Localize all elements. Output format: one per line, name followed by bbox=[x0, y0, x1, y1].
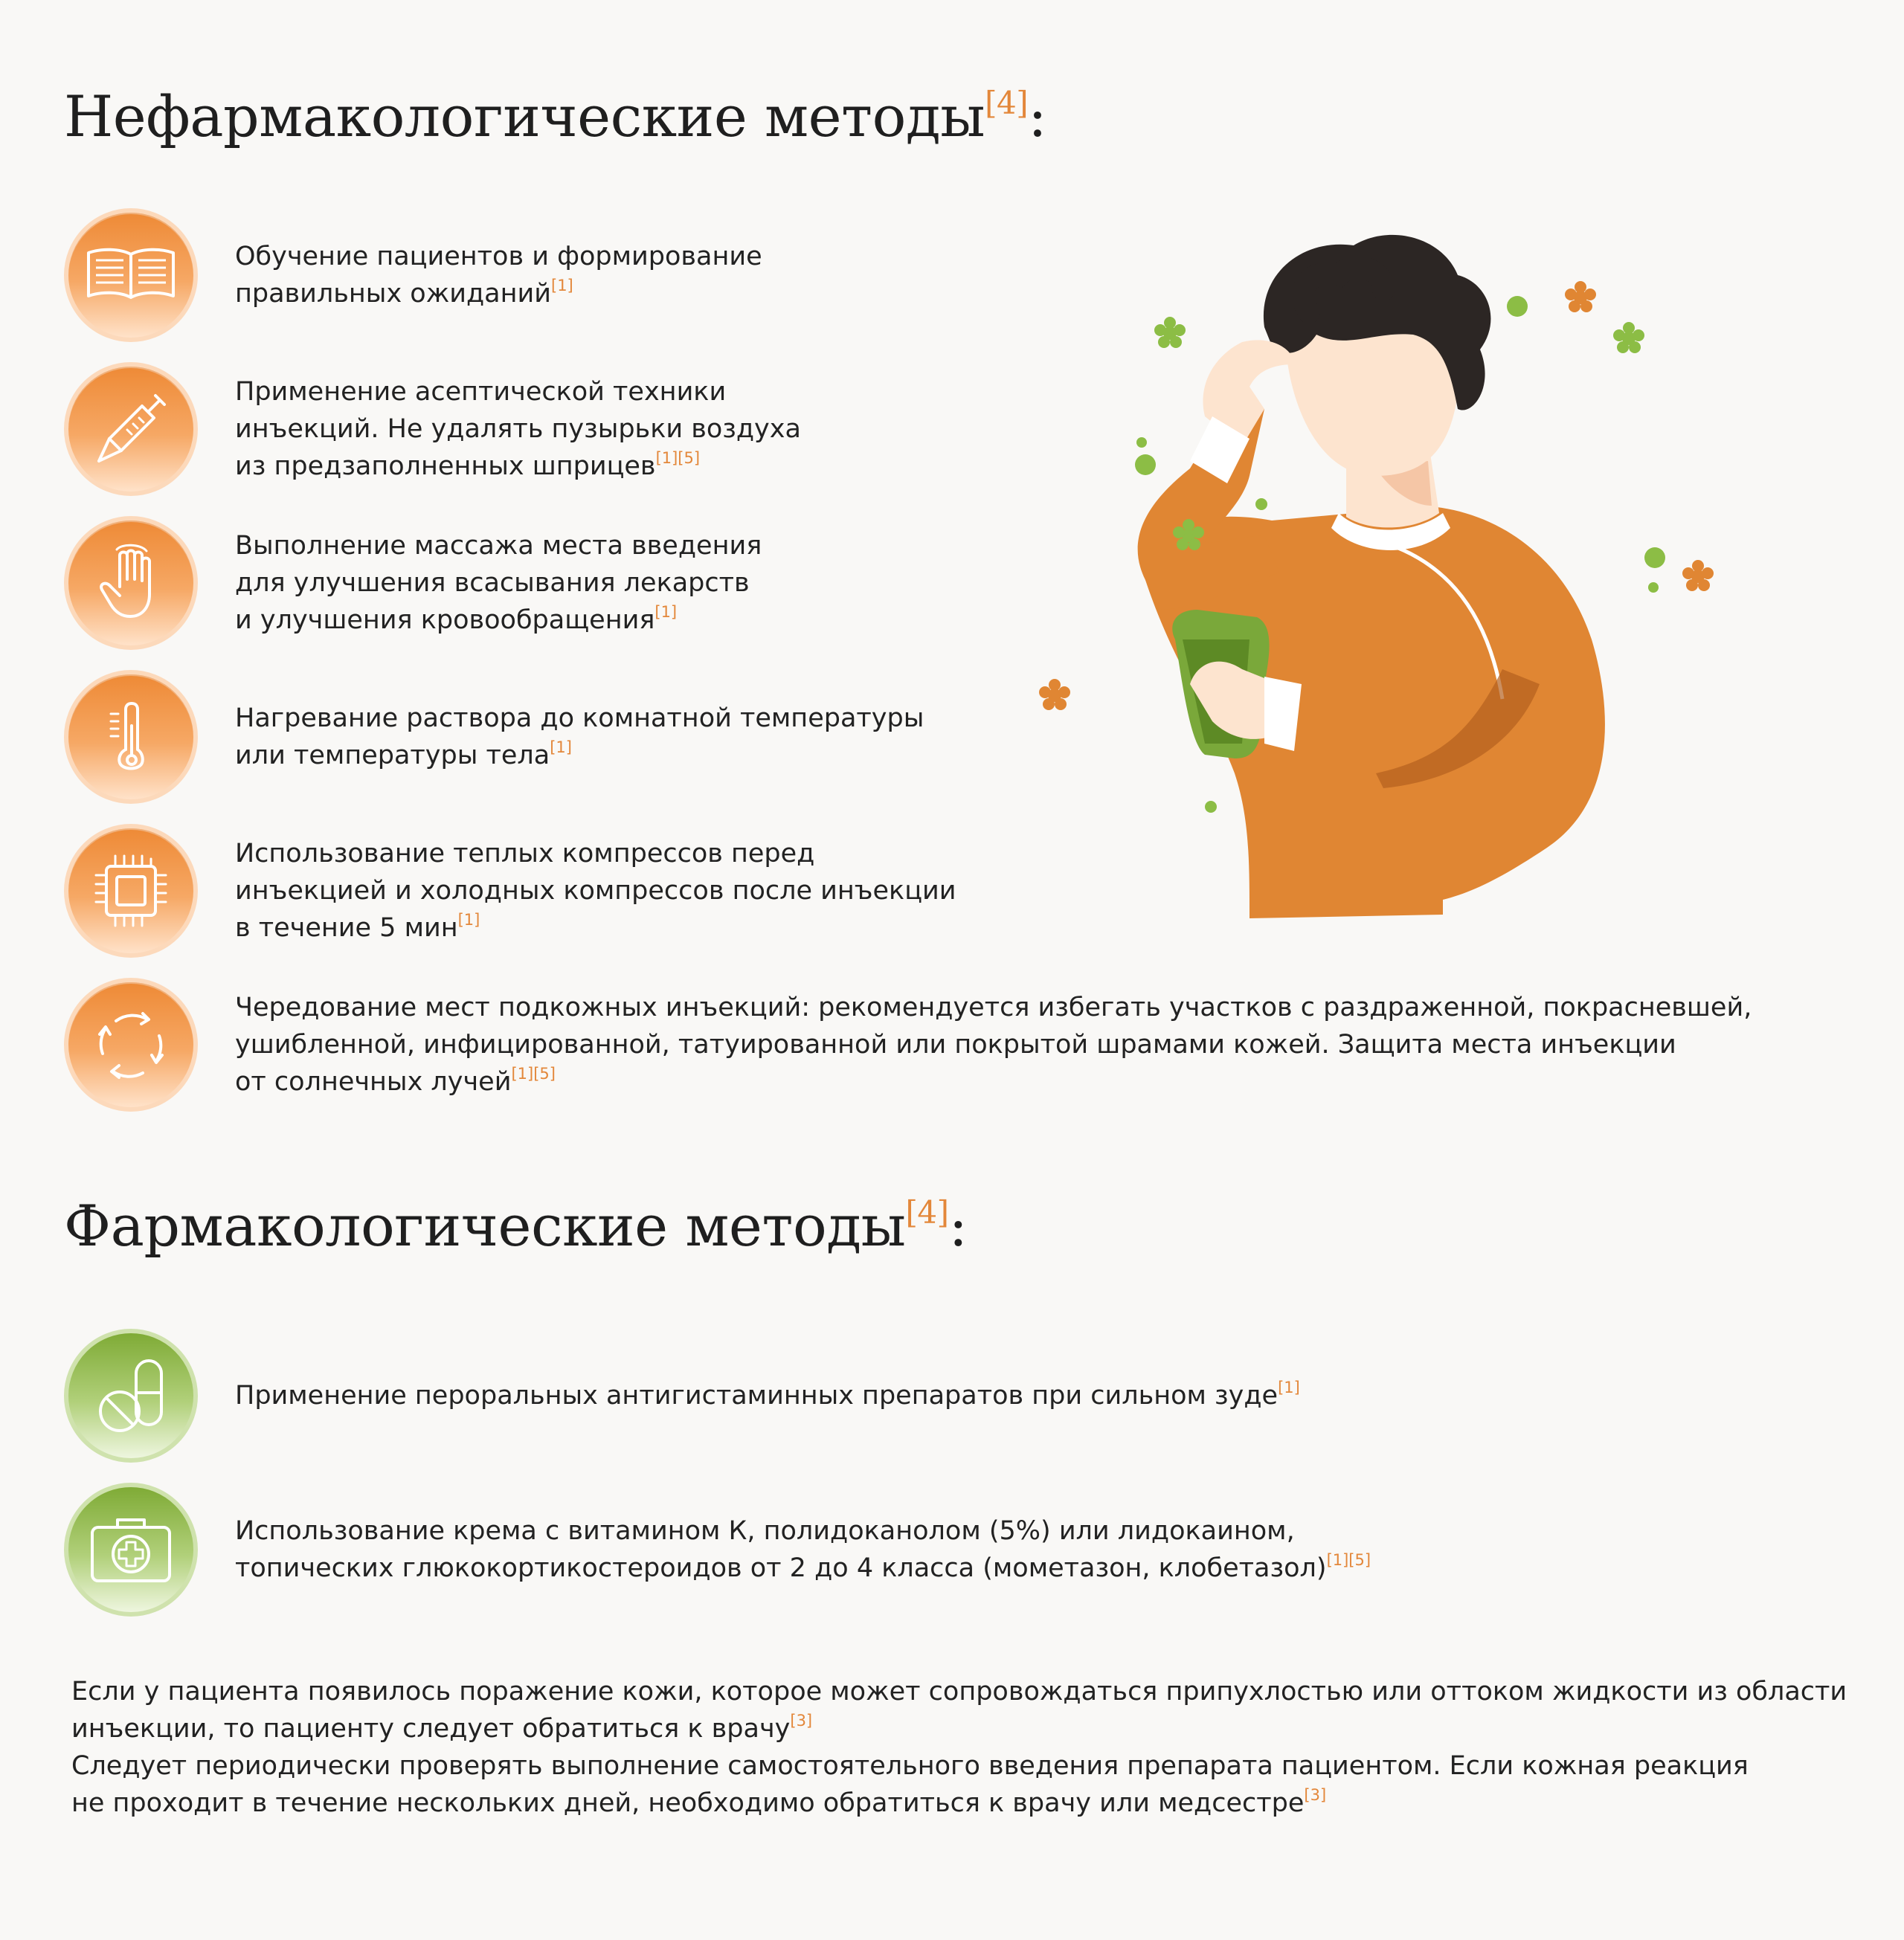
nonpharm-title: Нефармакологические методы[4]: bbox=[64, 83, 1047, 149]
nonpharm-item-text: Нагревание раствора до комнатной температуры или температуры тела[1] bbox=[235, 703, 924, 770]
pharm-item-text: Применение пероральных антигистаминных препаратов при сильном зуде[1] bbox=[235, 1379, 1300, 1411]
title-reference[interactable]: [4] bbox=[985, 85, 1029, 121]
book-icon bbox=[64, 208, 198, 342]
nonpharm-item-rotation bbox=[64, 978, 1752, 1112]
nonpharm-item-warming bbox=[64, 670, 924, 804]
reference-link[interactable]: [3] bbox=[790, 1712, 813, 1730]
note-paragraph: Если у пациента появилось поражение кожи, которое может сопровождаться припухлостью или оттоком жидкости из области инъекции, то пациенту следует обратиться к врачу[3] Следует периодически проверять выполнение самостоятельного введения препарата пациентом. Если кожная реакция не проходит в течение нескольких дней, необходимо обратиться к врачу или медсестре[3] bbox=[71, 1677, 1847, 1818]
nonpharm-item-text: Применение асептической техники инъекций. Не удалять пузырьки воздуха из предзаполненных шприцев[1][5] bbox=[235, 377, 801, 481]
pharm-title: Фармакологические методы[4]: bbox=[64, 1193, 968, 1259]
pharm-item-text: Использование крема с витамином К, полидоканолом (5%) или лидокаином, топических глюкокортикостероидов от 2 до 4 класса (мометазон, клобетазол)[1][5] bbox=[235, 1516, 1371, 1583]
syringe-icon bbox=[64, 362, 198, 496]
title-reference[interactable]: [4] bbox=[905, 1194, 949, 1231]
nonpharm-item-aseptic bbox=[64, 362, 801, 496]
rotate-arrows-icon bbox=[64, 978, 198, 1112]
nonpharm-item-massage bbox=[64, 516, 762, 650]
chip-icon bbox=[64, 824, 198, 958]
pharm-item-antihistamine bbox=[64, 1329, 1300, 1463]
reference-link[interactable]: [1][5] bbox=[655, 449, 701, 467]
reference-link[interactable]: [1] bbox=[551, 277, 573, 294]
nonpharm-item-compress bbox=[64, 824, 956, 958]
reference-link[interactable]: [1] bbox=[550, 738, 572, 756]
reference-link[interactable]: [3] bbox=[1304, 1786, 1327, 1804]
reference-link[interactable]: [1][5] bbox=[511, 1065, 556, 1083]
nonpharm-item-text: Чередование мест подкожных инъекций: рекомендуется избегать участков с раздраженной, покрасневшей, ушибленной, инфицированной, татуированной или покрытой шрамами кожей. Защита места инъекции от солнечных лучей[1][5] bbox=[235, 993, 1752, 1097]
reference-link[interactable]: [1] bbox=[457, 911, 480, 929]
nonpharm-item-text: Использование теплых компрессов перед инъекцией и холодных компрессов после инъекции в течение 5 мин[1] bbox=[235, 839, 956, 943]
reference-link[interactable]: [1][5] bbox=[1326, 1551, 1371, 1569]
nonpharm-item-text: Обучение пациентов и формирование правильных ожиданий[1] bbox=[235, 242, 762, 309]
thinking-person-illustration bbox=[1026, 223, 1740, 952]
reference-link[interactable]: [1] bbox=[1278, 1379, 1300, 1396]
pills-icon bbox=[64, 1329, 198, 1463]
thermometer-icon bbox=[64, 670, 198, 804]
nonpharm-item-text: Выполнение массажа места введения для улучшения всасывания лекарств и улучшения кровообращения[1] bbox=[235, 531, 762, 635]
reference-link[interactable]: [1] bbox=[654, 603, 678, 621]
hand-icon bbox=[64, 516, 198, 650]
pharm-item-cream bbox=[64, 1483, 1371, 1617]
first-aid-kit-icon bbox=[64, 1483, 198, 1617]
nonpharm-item-education bbox=[64, 208, 762, 342]
